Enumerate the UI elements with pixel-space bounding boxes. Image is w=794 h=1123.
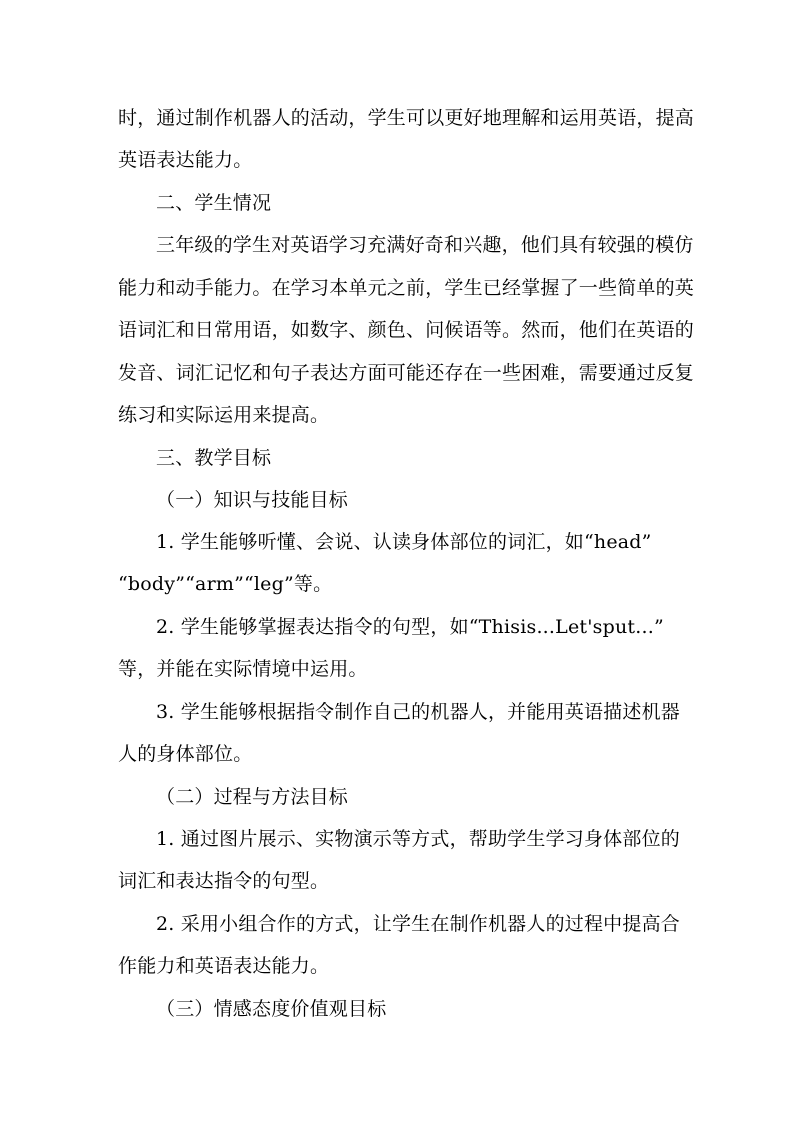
paragraph-line: 三年级的学生对英语学习充满好奇和兴趣，他们具有较强的模仿 — [156, 234, 694, 256]
subsection-heading-knowledge-skills: （一）知识与技能目标 — [156, 489, 349, 511]
section-heading-student-situation: 二、学生情况 — [156, 192, 272, 214]
paragraph-line: 英语表达能力。 — [118, 149, 253, 171]
list-item-line: 作能力和英语表达能力。 — [118, 955, 330, 977]
list-item-line: 1. 通过图片展示、实物演示等方式，帮助学生学习身体部位的 — [156, 828, 680, 850]
list-item-line: 3. 学生能够根据指令制作自己的机器人，并能用英语描述机器 — [156, 701, 680, 723]
list-item-line: 人的身体部位。 — [118, 743, 253, 765]
paragraph-line: 时，通过制作机器人的活动，学生可以更好地理解和运用英语，提高 — [118, 107, 695, 129]
list-item-line: 等，并能在实际情境中运用。 — [118, 658, 368, 680]
section-heading-teaching-goals: 三、教学目标 — [156, 447, 272, 469]
paragraph-line: 语词汇和日常用语，如数字、颜色、问候语等。然而，他们在英语的 — [118, 319, 695, 341]
list-item-line: 1. 学生能够听懂、会说、认读身体部位的词汇，如“head” — [156, 531, 652, 553]
list-item-line: 2. 学生能够掌握表达指令的句型，如“Thisis...Let'sput...” — [156, 616, 664, 638]
paragraph-line: 能力和动手能力。在学习本单元之前，学生已经掌握了一些简单的英 — [118, 277, 695, 299]
paragraph-line: 练习和实际运用来提高。 — [118, 404, 330, 426]
subsection-heading-process-methods: （二）过程与方法目标 — [156, 786, 349, 808]
paragraph-line: 发音、词汇记忆和句子表达方面可能还存在一些困难，需要通过反复 — [118, 362, 695, 384]
list-item-line: “body”“arm”“leg”等。 — [118, 573, 333, 595]
list-item-line: 词汇和表达指令的句型。 — [118, 870, 330, 892]
subsection-heading-emotion-values: （三）情感态度价值观目标 — [156, 998, 387, 1020]
list-item-line: 2. 采用小组合作的方式，让学生在制作机器人的过程中提高合 — [156, 913, 680, 935]
